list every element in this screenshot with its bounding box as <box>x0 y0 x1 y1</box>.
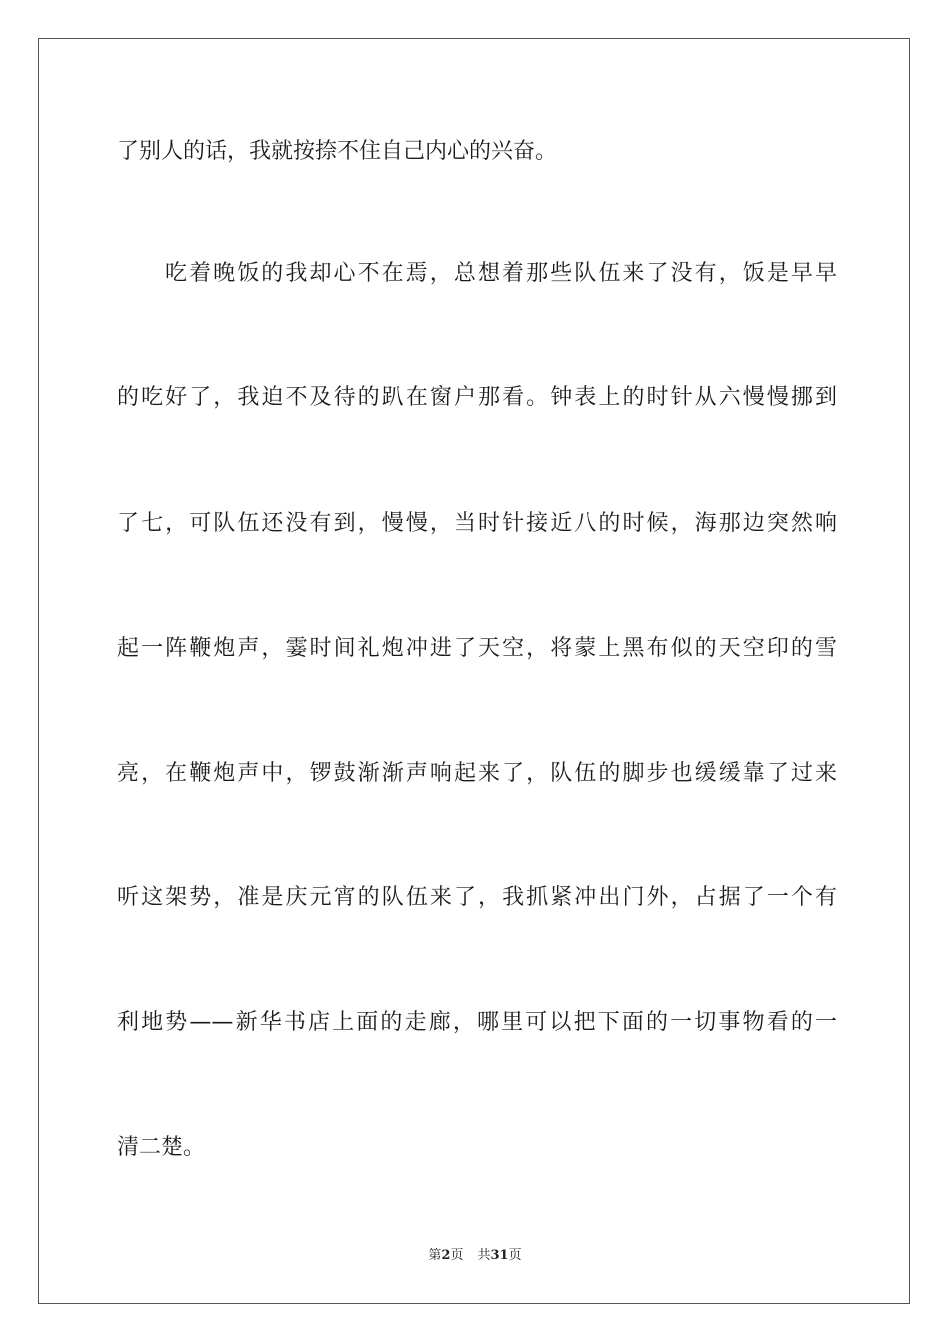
text-line-6: 亮，在鞭炮声中，锣鼓渐渐声响起来了，队伍的脚步也缓缓靠了过来 <box>117 761 837 786</box>
page-suffix: 页 <box>450 1248 464 1263</box>
text-line-1: 了别人的话，我就按捺不住自己内心的兴奋。 <box>117 139 558 164</box>
total-suffix: 页 <box>508 1248 522 1263</box>
text-line-7: 听这架势，准是庆元宵的队伍来了，我抓紧冲出门外，占据了一个有 <box>117 885 837 910</box>
text-line-3: 的吃好了，我迫不及待的趴在窗户那看。钟表上的时针从六慢慢挪到 <box>117 385 837 410</box>
page-border <box>38 38 910 1304</box>
page-footer <box>0 1247 950 1265</box>
text-line-5: 起一阵鞭炮声，霎时间礼炮冲进了天空，将蒙上黑布似的天空印的雪 <box>117 636 837 661</box>
page-prefix: 第 <box>428 1248 442 1263</box>
text-line-2: 吃着晚饭的我却心不在焉，总想着那些队伍来了没有，饭是早早 <box>165 261 837 286</box>
text-line-4: 了七，可队伍还没有到，慢慢，当时针接近八的时候，海那边突然响 <box>117 511 837 536</box>
text-line-8: 利地势——新华书店上面的走廊，哪里可以把下面的一切事物看的一 <box>117 1010 837 1035</box>
page-number: 2 <box>441 1248 451 1263</box>
total-prefix: 共 <box>477 1248 491 1263</box>
text-line-9: 清二楚。 <box>117 1135 206 1160</box>
total-pages: 31 <box>490 1248 509 1263</box>
